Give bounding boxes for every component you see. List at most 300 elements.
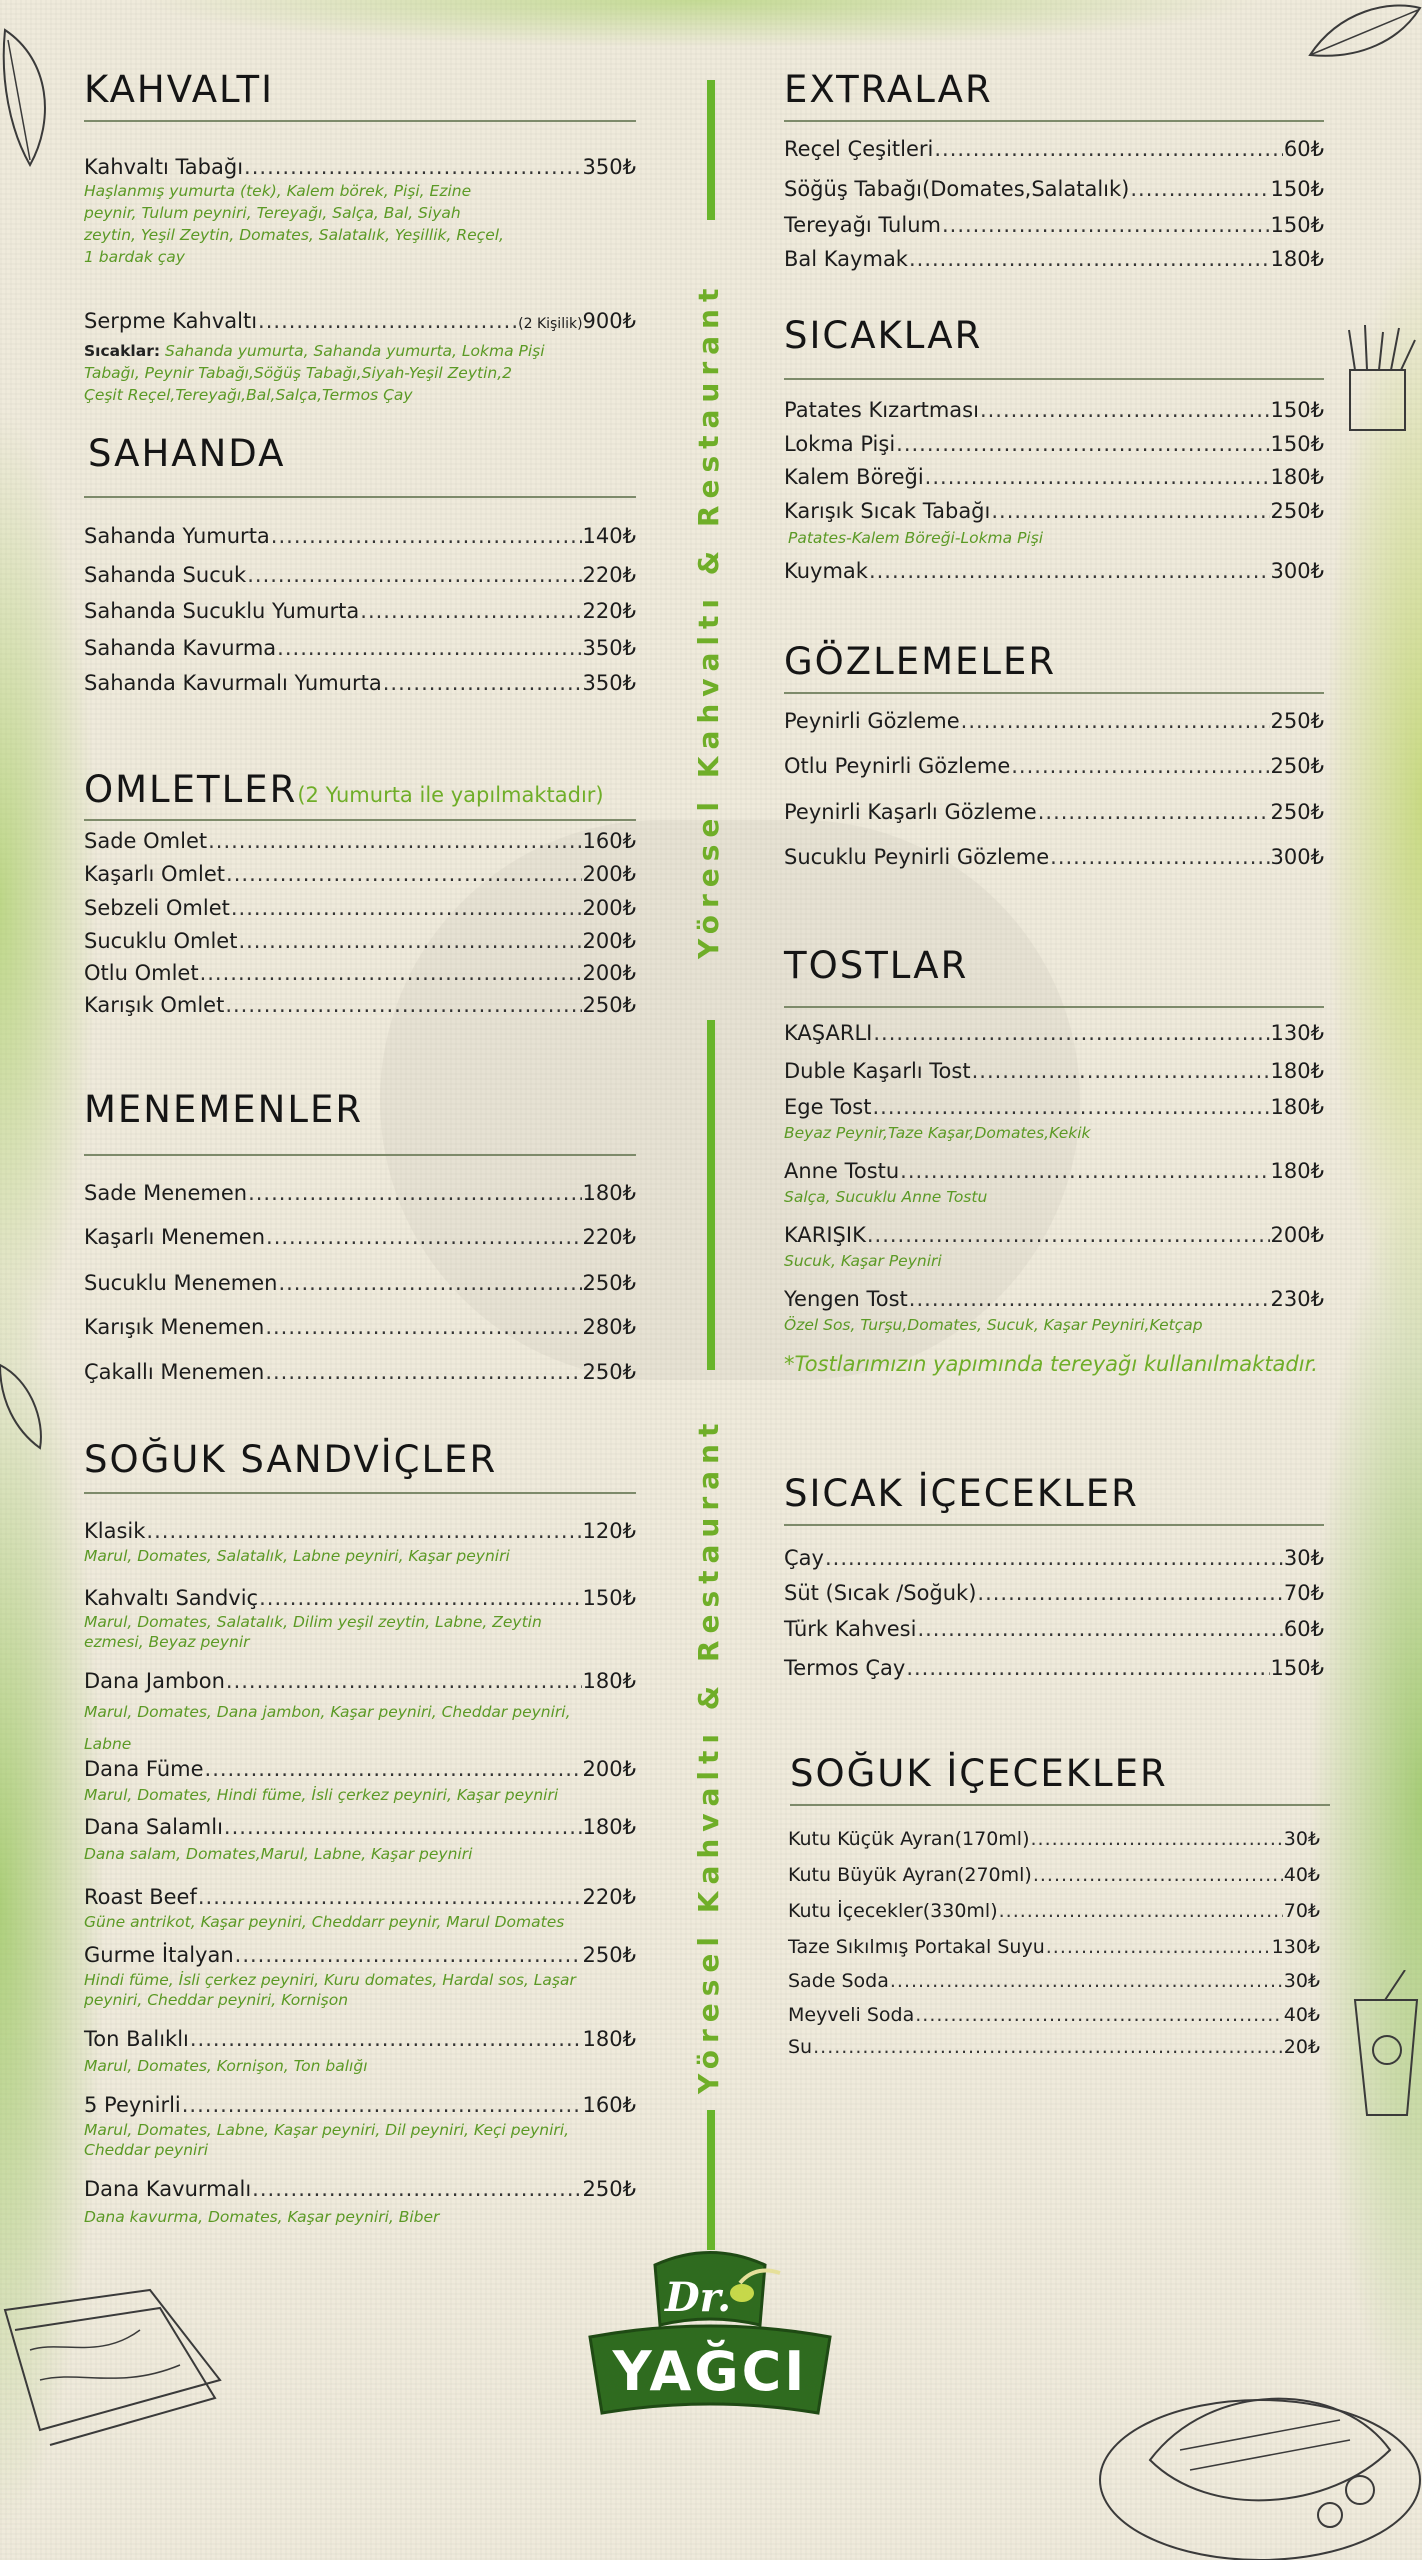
- divider-text: Yöresel Kahvaltı & Restaurant: [692, 1416, 725, 2094]
- menu-item: [84, 635, 636, 661]
- section-omletler: [84, 768, 636, 821]
- menu-item: [84, 1518, 636, 1544]
- item-name: Patates Kızartması: [784, 398, 979, 422]
- item-price: 250₺: [582, 1943, 636, 1967]
- item-name: Sucuklu Peynirli Gözleme: [784, 845, 1050, 869]
- item-name: Sahanda Yumurta: [84, 524, 270, 548]
- item-description: Dana kavurma, Domates, Kaşar peyniri, Biber: [84, 2208, 440, 2226]
- item-note: (2 Kişilik): [518, 316, 583, 332]
- item-name: Kahvaltı Tabağı: [84, 155, 244, 179]
- item-description: Marul, Domates, Labne, Kaşar peyniri, Dil peyniri, Keçi peyniri, Cheddar peyniri: [84, 2121, 570, 2159]
- leader-dots: [917, 1616, 1282, 1642]
- brand-line-1: Dr.: [664, 2274, 732, 2321]
- item-price: 180₺: [1270, 1059, 1324, 1083]
- item-name: 5 Peynirli: [84, 2093, 181, 2117]
- section-title: SOĞUK İÇECEKLER: [790, 1752, 1168, 1795]
- brand-line-2: YAĞCI: [612, 2340, 808, 2403]
- leader-dots: [1011, 753, 1269, 779]
- leader-dots: [909, 1286, 1270, 1312]
- leader-dots: [238, 928, 581, 954]
- item-description: Sucuk, Kaşar Peyniri: [784, 1252, 942, 1270]
- item-name: Sucuklu Omlet: [84, 929, 238, 953]
- divider-bar: [707, 1020, 715, 1370]
- menu-item: [784, 844, 1324, 870]
- leader-dots: [1050, 844, 1269, 870]
- leader-dots: [252, 2176, 581, 2202]
- item-name: Kutu Büyük Ayran(270ml): [788, 1864, 1032, 1886]
- menu-item: [84, 1668, 636, 1694]
- item-name: Süt (Sıcak /Soğuk): [784, 1581, 977, 1605]
- divider-text: Yöresel Kahvaltı & Restaurant: [692, 281, 725, 959]
- item-price: 250₺: [1270, 754, 1324, 778]
- leader-dots: [235, 1942, 582, 1968]
- leader-dots: [244, 154, 582, 180]
- item-price: 220₺: [582, 1885, 636, 1909]
- menu-item: [84, 1270, 636, 1296]
- section-sahanda: [84, 432, 636, 498]
- item-price: 250₺: [1270, 800, 1324, 824]
- item-name: Çakallı Menemen: [84, 1360, 265, 1384]
- leader-dots: [961, 708, 1270, 734]
- menu-item: [84, 2026, 636, 2052]
- leader-dots: [278, 1270, 581, 1296]
- leader-dots: [226, 1668, 582, 1694]
- leader-dots: [265, 1314, 581, 1340]
- item-description: Güne antrikot, Kaşar peyniri, Cheddarr peynir, Marul Domates: [84, 1913, 565, 1931]
- item-name: Serpme Kahvaltı: [84, 309, 258, 333]
- item-price: 200₺: [582, 961, 636, 985]
- item-price: 250₺: [1270, 709, 1324, 733]
- menu-item: [784, 1655, 1324, 1681]
- menu-item: [84, 523, 636, 549]
- leader-dots: [977, 1580, 1283, 1606]
- description-text: Sahanda yumurta, Sahanda yumurta, Lokma Pişi Tabağı, Peynir Tabağı,Söğüş Tabağı,Siyah-Yeşil Zeytin,2 Çeşit Reçel,Tereyağı,Bal,Salça,Termos Çay: [84, 342, 545, 404]
- section-kahvalti: [84, 68, 636, 122]
- item-price: 120₺: [582, 1519, 636, 1543]
- item-price: 180₺: [1270, 247, 1324, 271]
- item-price: 900₺: [582, 309, 636, 333]
- item-description: Marul, Domates, Kornişon, Ton balığı: [84, 2057, 368, 2075]
- menu-item: [784, 1222, 1324, 1248]
- section-title: SICAK İÇECEKLER: [784, 1472, 1139, 1515]
- item-price: 180₺: [582, 1815, 636, 1839]
- leader-dots: [208, 828, 581, 854]
- section-title-text: OMLETLER: [84, 768, 298, 811]
- item-price: 130₺: [1270, 1021, 1324, 1045]
- menu-item: [784, 1020, 1324, 1046]
- leader-dots: [915, 2002, 1282, 2028]
- item-price: 180₺: [582, 1181, 636, 1205]
- item-name: Termos Çay: [784, 1656, 906, 1680]
- item-price: 150₺: [1270, 432, 1324, 456]
- brand-logo: [580, 2245, 840, 2425]
- item-price: 200₺: [582, 862, 636, 886]
- item-description: Dana salam, Domates,Marul, Labne, Kaşar peyniri: [84, 1845, 473, 1863]
- item-description: Marul, Domates, Dana jambon, Kaşar peyniri, Cheddar peyniri, Labne: [84, 1703, 571, 1753]
- leader-dots: [146, 1518, 581, 1544]
- item-price: 200₺: [582, 1757, 636, 1781]
- leader-dots: [825, 1545, 1283, 1571]
- menu-item: [84, 1884, 636, 1910]
- section-sicaklar: [784, 314, 1324, 380]
- menu-item: [784, 708, 1324, 734]
- section-note: (2 Yumurta ile yapılmaktadır): [297, 783, 604, 807]
- item-name: Ege Tost: [784, 1095, 872, 1119]
- drink-glass-icon: [1345, 1970, 1422, 2120]
- leader-dots: [872, 1094, 1269, 1120]
- section-sicak-icecekler: [784, 1472, 1324, 1526]
- item-name: Klasik: [84, 1519, 146, 1543]
- leader-dots: [224, 1814, 582, 1840]
- leader-dots: [1031, 1826, 1283, 1852]
- section-rule: [790, 1804, 1330, 1806]
- item-price: 350₺: [582, 671, 636, 695]
- menu-item: [84, 2176, 636, 2202]
- leader-dots: [200, 960, 582, 986]
- leader-dots: [869, 558, 1270, 584]
- leader-dots: [182, 2092, 582, 2118]
- menu-item: [84, 1359, 636, 1385]
- item-name: Sucuklu Menemen: [84, 1271, 278, 1295]
- item-price: 200₺: [582, 929, 636, 953]
- menu-item: [784, 431, 1324, 457]
- item-name: Karışık Sıcak Tabağı: [784, 499, 991, 523]
- item-price: 30₺: [1283, 1828, 1320, 1850]
- item-name: Gurme İtalyan: [84, 1943, 234, 1967]
- menu-item: [784, 1968, 1320, 1994]
- item-name: Kuymak: [784, 559, 868, 583]
- section-extralar: [784, 68, 1324, 122]
- item-name: Ton Balıklı: [84, 2027, 189, 2051]
- item-price: 180₺: [1270, 1159, 1324, 1183]
- leader-dots: [813, 2034, 1283, 2060]
- leader-dots: [265, 1359, 581, 1385]
- item-price: 350₺: [582, 636, 636, 660]
- menu-item: [84, 598, 636, 624]
- item-name: Dana Füme: [84, 1757, 204, 1781]
- item-name: Duble Kaşarlı Tost: [784, 1059, 971, 1083]
- item-price: 160₺: [582, 2093, 636, 2117]
- item-price: 220₺: [582, 1225, 636, 1249]
- leader-dots: [1046, 1934, 1271, 1960]
- section-title: EXTRALAR: [784, 68, 993, 111]
- leader-dots: [934, 136, 1283, 162]
- leader-dots: [1038, 799, 1270, 825]
- item-price: 70₺: [1283, 1581, 1324, 1605]
- item-name: Sade Omlet: [84, 829, 208, 853]
- item-name: Kaşarlı Menemen: [84, 1225, 266, 1249]
- section-title: KAHVALTI: [84, 68, 275, 111]
- menu-item: [784, 1158, 1324, 1184]
- leader-dots: [225, 992, 581, 1018]
- menu-item: [784, 1862, 1320, 1888]
- menu-item: [84, 1585, 636, 1611]
- menu-item: [84, 1814, 636, 1840]
- menu-item: [84, 154, 636, 180]
- item-price: 250₺: [1270, 499, 1324, 523]
- item-name: Kutu İçecekler(330ml): [788, 1900, 998, 1922]
- menu-item: [784, 2002, 1320, 2028]
- item-price: 180₺: [582, 2027, 636, 2051]
- item-name: Sahanda Sucuklu Yumurta: [84, 599, 360, 623]
- item-name: Karışık Menemen: [84, 1315, 265, 1339]
- section-title: [84, 768, 636, 817]
- item-price: 350₺: [582, 155, 636, 179]
- menu-item: [84, 895, 636, 921]
- item-price: 30₺: [1283, 1546, 1324, 1570]
- item-name: Sebzeli Omlet: [84, 896, 230, 920]
- item-name: Dana Jambon: [84, 1669, 225, 1693]
- menu-item: [784, 558, 1324, 584]
- item-name: Su: [788, 2036, 813, 2058]
- section-tostlar: [784, 944, 1324, 1008]
- menu-item: [784, 1826, 1320, 1852]
- item-name: Sahanda Kavurma: [84, 636, 277, 660]
- item-name: Kutu Küçük Ayran(170ml): [788, 1828, 1030, 1850]
- section-rule: [784, 120, 1324, 122]
- item-name: Tereyağı Tulum: [784, 213, 941, 237]
- leader-dots: [925, 464, 1270, 490]
- sandwich-icon: [0, 2270, 230, 2450]
- section-rule: [784, 378, 1324, 380]
- leader-dots: [360, 598, 581, 624]
- item-name: Çay: [784, 1546, 824, 1570]
- leader-dots: [909, 246, 1270, 272]
- leaf-icon: [0, 1360, 50, 1450]
- item-name: Taze Sıkılmış Portakal Suyu: [788, 1936, 1045, 1958]
- menu-item: [84, 1314, 636, 1340]
- item-name: Meyveli Soda: [788, 2004, 915, 2026]
- item-name: Anne Tostu: [784, 1159, 900, 1183]
- menu-item: [784, 2034, 1320, 2060]
- item-name: Lokma Pişi: [784, 432, 896, 456]
- item-name: Sahanda Sucuk: [84, 563, 247, 587]
- item-price: 150₺: [1270, 213, 1324, 237]
- item-price: 150₺: [1270, 1656, 1324, 1680]
- section-rule: [84, 120, 636, 122]
- item-description: Salça, Sucuklu Anne Tostu: [784, 1188, 988, 1206]
- menu-item: [784, 212, 1324, 238]
- item-price: 60₺: [1283, 137, 1324, 161]
- leader-dots: [1130, 176, 1269, 202]
- menu-item: [784, 136, 1324, 162]
- item-price: 200₺: [1270, 1223, 1324, 1247]
- menu-item: [784, 397, 1324, 423]
- item-price: 150₺: [582, 1586, 636, 1610]
- item-price: 70₺: [1283, 1900, 1320, 1922]
- leader-dots: [999, 1898, 1283, 1924]
- leader-dots: [873, 1020, 1269, 1046]
- center-divider: [692, 70, 725, 2250]
- leader-dots: [248, 1180, 581, 1206]
- menu-item: [84, 2092, 636, 2118]
- item-name: Karışık Omlet: [84, 993, 225, 1017]
- item-name: Dana Salamlı: [84, 1815, 223, 1839]
- leader-dots: [1033, 1862, 1283, 1888]
- item-description: Marul, Domates, Salatalık, Labne peyniri, Kaşar peyniri: [84, 1547, 510, 1565]
- olive-icon: [730, 2284, 754, 2302]
- leaf-icon: [1300, 0, 1422, 70]
- leader-dots: [266, 1224, 582, 1250]
- item-price: 30₺: [1283, 1970, 1320, 1992]
- item-price: 150₺: [1270, 398, 1324, 422]
- leader-dots: [205, 1756, 582, 1782]
- section-title: SAHANDA: [88, 432, 286, 475]
- section-title: SOĞUK SANDVİÇLER: [84, 1438, 498, 1481]
- menu-item: [784, 498, 1324, 524]
- divider-bar: [707, 80, 715, 220]
- menu-item: [84, 992, 636, 1018]
- leader-dots: [247, 562, 581, 588]
- fries-icon: [1335, 320, 1422, 440]
- leader-dots: [896, 431, 1269, 457]
- section-title: SICAKLAR: [784, 314, 983, 357]
- leader-dots: [991, 498, 1269, 524]
- section-rule: [784, 1524, 1324, 1526]
- item-name: Sade Soda: [788, 1970, 889, 1992]
- item-price: 60₺: [1283, 1617, 1324, 1641]
- section-rule: [84, 496, 636, 498]
- item-name: KARIŞIK: [784, 1223, 866, 1247]
- item-name: Kalem Böreği: [784, 465, 924, 489]
- section-rule: [84, 1154, 636, 1156]
- leader-dots: [890, 1968, 1283, 1994]
- item-price: 160₺: [582, 829, 636, 853]
- leader-dots: [867, 1222, 1270, 1248]
- item-name: Peynirli Gözleme: [784, 709, 960, 733]
- leader-dots: [906, 1655, 1269, 1681]
- item-price: 200₺: [582, 896, 636, 920]
- divider-bar: [707, 2110, 715, 2250]
- menu-item: [84, 928, 636, 954]
- item-name: Bal Kaymak: [784, 247, 908, 271]
- menu-item: [84, 960, 636, 986]
- menu-item: [84, 1224, 636, 1250]
- menu-item: [784, 799, 1324, 825]
- leader-dots: [258, 308, 517, 334]
- section-rule: [84, 1492, 636, 1494]
- item-price: 40₺: [1283, 1864, 1320, 1886]
- item-name: Kaşarlı Omlet: [84, 862, 226, 886]
- item-price: 20₺: [1283, 2036, 1320, 2058]
- item-price: 40₺: [1283, 2004, 1320, 2026]
- item-name: KAŞARLI: [784, 1021, 873, 1045]
- item-price: 300₺: [1270, 845, 1324, 869]
- item-price: 250₺: [582, 1271, 636, 1295]
- item-price: 230₺: [1270, 1287, 1324, 1311]
- item-price: 250₺: [582, 2177, 636, 2201]
- item-price: 220₺: [582, 599, 636, 623]
- item-price: 140₺: [582, 524, 636, 548]
- menu-item: [784, 1094, 1324, 1120]
- section-soguk-icecekler: [790, 1752, 1330, 1806]
- menu-item: [84, 308, 636, 337]
- section-title: TOSTLAR: [784, 944, 969, 987]
- leader-dots: [198, 1884, 582, 1910]
- item-price: 280₺: [582, 1315, 636, 1339]
- leader-dots: [190, 2026, 582, 2052]
- section-title: MENEMENLER: [84, 1088, 364, 1131]
- menu-item: [784, 753, 1324, 779]
- item-name: Otlu Peynirli Gözleme: [784, 754, 1011, 778]
- item-price: 180₺: [582, 1669, 636, 1693]
- menu-item: [784, 1545, 1324, 1571]
- item-name: Otlu Omlet: [84, 961, 199, 985]
- item-price: 180₺: [1270, 465, 1324, 489]
- item-price: 250₺: [582, 1360, 636, 1384]
- item-name: Kahvaltı Sandviç: [84, 1586, 259, 1610]
- menu-item: [784, 176, 1324, 202]
- item-description: Hindi füme, İsli çerkez peyniri, Kuru domates, Hardal sos, Laşar peyniri, Cheddar peyniri, Kornişon: [84, 1971, 576, 2009]
- item-name: Dana Kavurmalı: [84, 2177, 252, 2201]
- item-name: Yengen Tost: [784, 1287, 908, 1311]
- item-price: 250₺: [582, 993, 636, 1017]
- leader-dots: [226, 861, 582, 887]
- menu-item: [784, 1898, 1320, 1924]
- section-rule: [784, 1006, 1324, 1008]
- leader-dots: [383, 670, 582, 696]
- item-name: Türk Kahvesi: [784, 1617, 917, 1641]
- item-name: Sade Menemen: [84, 1181, 248, 1205]
- menu-item: [84, 1756, 636, 1782]
- leader-dots: [900, 1158, 1269, 1184]
- leader-dots: [271, 523, 582, 549]
- menu-item: [784, 1580, 1324, 1606]
- section-title: GÖZLEMELER: [784, 640, 1057, 683]
- section-menemenler: [84, 1088, 636, 1156]
- menu-item: [784, 464, 1324, 490]
- section-rule: [784, 692, 1324, 694]
- item-name: Sahanda Kavurmalı Yumurta: [84, 671, 382, 695]
- item-description: Marul, Domates, Salatalık, Dilim yeşil zeytin, Labne, Zeytin ezmesi, Beyaz peynir: [84, 1613, 542, 1651]
- description-label: Sıcaklar:: [84, 342, 161, 360]
- item-description: Marul, Domates, Hindi füme, İsli çerkez peyniri, Kaşar peyniri: [84, 1786, 559, 1804]
- menu-item: [784, 1616, 1324, 1642]
- section-gozlemeler: [784, 640, 1324, 694]
- leader-dots: [942, 212, 1270, 238]
- menu-item: [784, 1934, 1320, 1960]
- leader-dots: [277, 635, 581, 661]
- item-description: Özel Sos, Turşu,Domates, Sucuk, Kaşar Peyniri,Ketçap: [784, 1316, 1203, 1334]
- section-rule: [84, 819, 636, 821]
- leader-dots: [259, 1585, 581, 1611]
- item-description: [84, 340, 554, 406]
- menu-item: [84, 828, 636, 854]
- item-price: 300₺: [1270, 559, 1324, 583]
- menu-item: [84, 1180, 636, 1206]
- item-description: Beyaz Peynir,Taze Kaşar,Domates,Kekik: [784, 1124, 1091, 1142]
- tost-footnote: *Tostlarımızın yapımında tereyağı kullanılmaktadır.: [784, 1352, 1318, 1376]
- menu-item: [784, 246, 1324, 272]
- item-price: 130₺: [1271, 1936, 1320, 1958]
- menu-item: [84, 670, 636, 696]
- item-name: Peynirli Kaşarlı Gözleme: [784, 800, 1037, 824]
- menu-item: [84, 562, 636, 588]
- food-plate-icon: [1090, 2340, 1422, 2560]
- item-name: Roast Beef: [84, 1885, 197, 1909]
- leader-dots: [980, 397, 1270, 423]
- menu-item: [784, 1058, 1324, 1084]
- item-price: 150₺: [1270, 177, 1324, 201]
- leaf-icon: [0, 20, 60, 170]
- menu-item: [784, 1286, 1324, 1312]
- menu-item: [84, 861, 636, 887]
- item-name: Söğüş Tabağı(Domates,Salatalık): [784, 177, 1130, 201]
- leader-dots: [231, 895, 582, 921]
- leader-dots: [972, 1058, 1270, 1084]
- item-name: Reçel Çeşitleri: [784, 137, 934, 161]
- item-description: Haşlanmış yumurta (tek), Kalem börek, Pişi, Ezine peynir, Tulum peyniri, Tereyağı, Salça, Bal, Siyah zeytin, Yeşil Zeytin, Domates, Salatalık, Yeşillik, Reçel, 1 bardak çay: [84, 182, 504, 266]
